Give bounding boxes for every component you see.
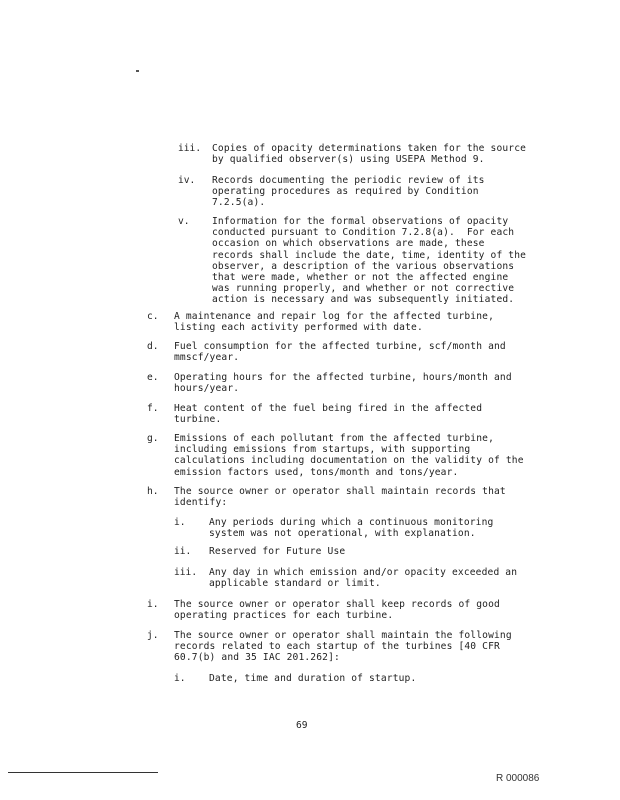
item-label: iii. [174, 567, 198, 578]
list-item-text: The source owner or operator shall maintain records that identify: [174, 486, 506, 509]
item-label: j. [147, 630, 159, 641]
bates-number: R 000086 [496, 773, 540, 784]
list-item-text: Date, time and duration of startup. [209, 673, 417, 684]
list-item-text: Heat content of the fuel being fired in the affected turbine. [174, 403, 483, 426]
list-item-text: The source owner or operator shall keep records of good operating practices for each turbine. [174, 599, 500, 622]
footnote-rule [8, 772, 158, 773]
list-item-text: Any periods during which a continuous monitoring system was not operational, with explanation. [209, 517, 494, 540]
item-label: g. [147, 433, 159, 444]
list-item-text: Copies of opacity determinations taken for the source by qualified observer(s) using USEPA Method 9. [212, 143, 527, 166]
list-item-text: The source owner or operator shall maintain the following records related to each startup of the turbines [40 CFR 60.7(b) and 35 IAC 201.262]: [174, 630, 512, 664]
list-item-text: Emissions of each pollutant from the affected turbine, including emissions from startups, with supporting calculations including documentation on the validity of the emission factors used, tons/month and tons/year. [174, 433, 524, 478]
list-item-text: Records documenting the periodic review of its operating procedures as required by Condition 7.2.5(a). [212, 175, 485, 209]
item-label: f. [147, 403, 159, 414]
list-item-text: Operating hours for the affected turbine, hours/month and hours/year. [174, 372, 512, 395]
list-item-text: A maintenance and repair log for the affected turbine, listing each activity performed with date. [174, 311, 494, 334]
list-item-text: Fuel consumption for the affected turbine, scf/month and mmscf/year. [174, 341, 506, 364]
item-label: i. [147, 599, 159, 610]
item-label: ii. [174, 546, 192, 557]
list-item-text: Any day in which emission and/or opacity exceeded an applicable standard or limit. [209, 567, 518, 590]
scan-mark [136, 70, 139, 72]
item-label: i. [174, 517, 186, 528]
item-label: h. [147, 486, 159, 497]
item-label: iii. [178, 143, 202, 154]
item-label: c. [147, 311, 159, 322]
item-label: e. [147, 372, 159, 383]
item-label: d. [147, 341, 159, 352]
list-item-text: Reserved for Future Use [209, 546, 346, 557]
item-label: v. [178, 216, 190, 227]
item-label: iv. [178, 175, 196, 186]
page-number: 69 [296, 720, 308, 731]
list-item-text: Information for the formal observations of opacity conducted pursuant to Condition 7.2.8(a). For each occasion on which observations are made, these records shall include the date, time, identity of the observer, a description of the various observations that were made, whether or not the affected engine was running properly, and whether or not corrective action is necessary and was subsequently initiated. [212, 216, 527, 306]
item-label: i. [174, 673, 186, 684]
